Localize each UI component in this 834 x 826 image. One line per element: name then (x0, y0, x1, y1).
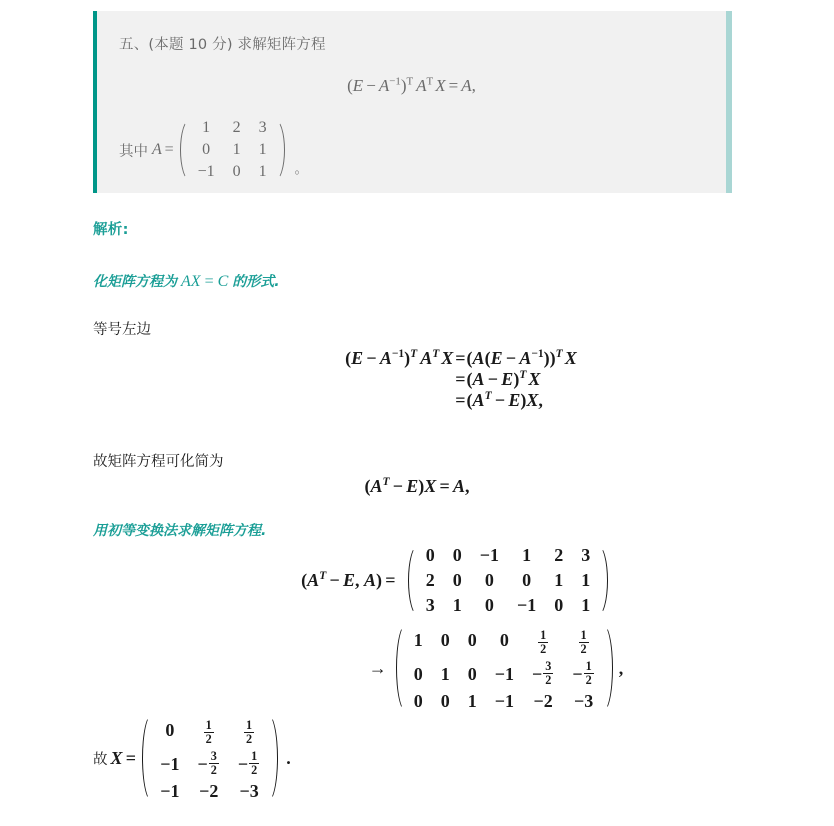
derivation-rhs-2: $(A - E)^T$ X (466, 369, 541, 389)
cell: $\frac{1}{2}$ (246, 718, 253, 747)
cell: 1 (522, 545, 532, 565)
symbol-E: E (352, 76, 364, 95)
final-answer (93, 712, 291, 804)
given-equals: = (164, 141, 174, 158)
question-equation (97, 76, 726, 96)
paren-close: ) (400, 76, 407, 95)
cell: 0 (484, 570, 494, 590)
cell: 1 (258, 163, 267, 180)
equals-sign: = (448, 76, 459, 95)
exponent-transpose-2: T (426, 75, 434, 88)
derivation-rel-1: = (455, 348, 466, 368)
question-given (119, 117, 308, 183)
matrix-paren-right (604, 622, 616, 714)
exponent-inverse: −1 (389, 75, 401, 88)
cell: − $\frac{1}{2}$ (572, 659, 592, 687)
derivation-rel-2: = (455, 369, 466, 389)
cell: 0 (165, 719, 175, 740)
cell: $\frac{1}{2}$ (540, 628, 547, 657)
cell: 0 (522, 570, 532, 590)
matrix-paren-left (139, 712, 151, 804)
given-label: 其中 (119, 143, 148, 160)
cell: 1 (232, 141, 241, 158)
cell: 1 (258, 141, 267, 158)
cell: 0 (554, 595, 564, 615)
cell: 3 (258, 119, 267, 136)
cell: 0 (484, 595, 494, 615)
final-symbol-X: X (110, 747, 123, 768)
derivation-rel-3: = (455, 390, 466, 410)
arrow-icon: → (368, 657, 387, 678)
sentence-period: 。 (294, 162, 308, 177)
final-period: . (286, 747, 291, 768)
cell: −1 (160, 781, 180, 802)
cell: 0 (467, 663, 477, 684)
cell: −2 (533, 691, 553, 712)
cell: 1 (467, 691, 477, 712)
matrix-paren-right (269, 712, 281, 804)
cell: 0 (499, 629, 509, 650)
simplified-equation: $(A^T - E)X = A$, (364, 476, 470, 496)
hint1-pre: 化矩阵方程为 (93, 274, 177, 290)
hint1-A: A (181, 273, 191, 290)
reduced-trailing-comma: , (618, 657, 624, 678)
paragraph-simplify: 故矩阵方程可化简为 (93, 454, 224, 470)
cell: 2 (232, 119, 241, 136)
hint1-post: 的形式. (232, 274, 280, 290)
cell: 1 (554, 570, 564, 590)
matrix-final-grid (151, 712, 269, 804)
derivation-block (0, 348, 834, 411)
matrix-final (139, 712, 281, 804)
hint1-X: X (190, 273, 201, 290)
cell: −1 (197, 163, 215, 180)
hint1-C: C (217, 273, 229, 290)
cell: − $\frac{1}{2}$ (237, 749, 258, 777)
cell: 0 (452, 570, 462, 590)
question-callout (93, 11, 732, 193)
matrix-A-grid (189, 117, 276, 183)
minus-sign: − (366, 76, 376, 95)
cell: 0 (413, 663, 423, 684)
cell: 0 (232, 163, 241, 180)
hint-line-1 (93, 271, 280, 291)
derivation-align (257, 348, 576, 411)
cell: − $\frac{3}{2}$ (197, 749, 217, 777)
cell: 0 (440, 629, 450, 650)
hint2-text: 用初等变换法求解矩阵方程. (93, 523, 267, 539)
cell: −1 (517, 595, 537, 615)
cell: 3 (581, 545, 591, 565)
cell: −2 (199, 781, 219, 802)
symbol-A2: A (416, 76, 427, 95)
cell: 0 (425, 545, 435, 565)
matrix-paren-left (393, 622, 405, 714)
cell: −1 (494, 663, 514, 684)
cell: 2 (425, 570, 435, 590)
matrix-paren-right (276, 117, 288, 183)
arrow-label (211, 658, 393, 679)
cell: −1 (479, 545, 499, 565)
matrix-augmented (405, 543, 612, 618)
cell: 0 (440, 691, 450, 712)
matrix-paren-right (599, 543, 611, 618)
comma: , (471, 76, 476, 95)
cell: $\frac{1}{2}$ (580, 628, 587, 657)
cell: − $\frac{3}{2}$ (531, 659, 552, 687)
derivation-row-3 (257, 390, 576, 411)
matrix-augmented-grid (417, 543, 600, 618)
exponent-transpose: T (406, 75, 414, 88)
cell: 1 (581, 595, 591, 615)
cell: 1 (452, 595, 462, 615)
cell: 1 (202, 119, 211, 136)
matrix-reduced-grid (405, 622, 604, 714)
solution-heading: 解析: (93, 222, 129, 238)
augmented-row (0, 543, 834, 618)
cell: 1 (413, 629, 423, 650)
cell: $\frac{1}{2}$ (205, 718, 212, 747)
symbol-A: A (378, 76, 390, 95)
final-prefix: 故 (93, 751, 108, 768)
derivation-row-2 (257, 369, 576, 390)
cell: 1 (581, 570, 591, 590)
matrix-reduced (393, 622, 616, 714)
derivation-row-1 (257, 348, 576, 369)
derivation-lhs: $(E - A^{-1})^T$ $A^T$ X (345, 348, 454, 368)
augmented-label: ($A^T - E$, A) = (301, 570, 396, 590)
cell: 0 (452, 545, 462, 565)
derivation-rhs-1: $(A(E - A^{-1}))^T$ X (466, 348, 577, 368)
cell: −3 (573, 691, 594, 712)
symbol-X: X (435, 76, 446, 95)
paragraph-left-side: 等号左边 (93, 322, 151, 338)
symbol-A-rhs: A (461, 76, 472, 95)
cell: 0 (467, 629, 477, 650)
hint1-equals: = (204, 273, 214, 290)
cell: −1 (160, 753, 180, 774)
reduced-row (0, 622, 834, 714)
cell: 3 (425, 595, 435, 615)
cell: −1 (494, 691, 514, 712)
hint-line-2 (93, 520, 266, 540)
matrix-paren-left (405, 543, 417, 618)
matrix-A (177, 117, 288, 183)
final-equals: = (125, 747, 137, 768)
matrix-paren-left (177, 117, 189, 183)
cell: 0 (413, 691, 423, 712)
paren-open: ( (347, 76, 353, 95)
augmented-matrix-block (0, 543, 834, 714)
cell: 0 (202, 141, 211, 158)
given-symbol-A: A (152, 141, 162, 158)
question-stem: 五、(本题 10 分) 求解矩阵方程 (119, 37, 326, 53)
cell: 1 (440, 663, 450, 684)
derivation-rhs-3: $(A^T - E)X$, (466, 390, 543, 410)
cell: −3 (239, 781, 259, 802)
cell: 2 (554, 545, 564, 565)
